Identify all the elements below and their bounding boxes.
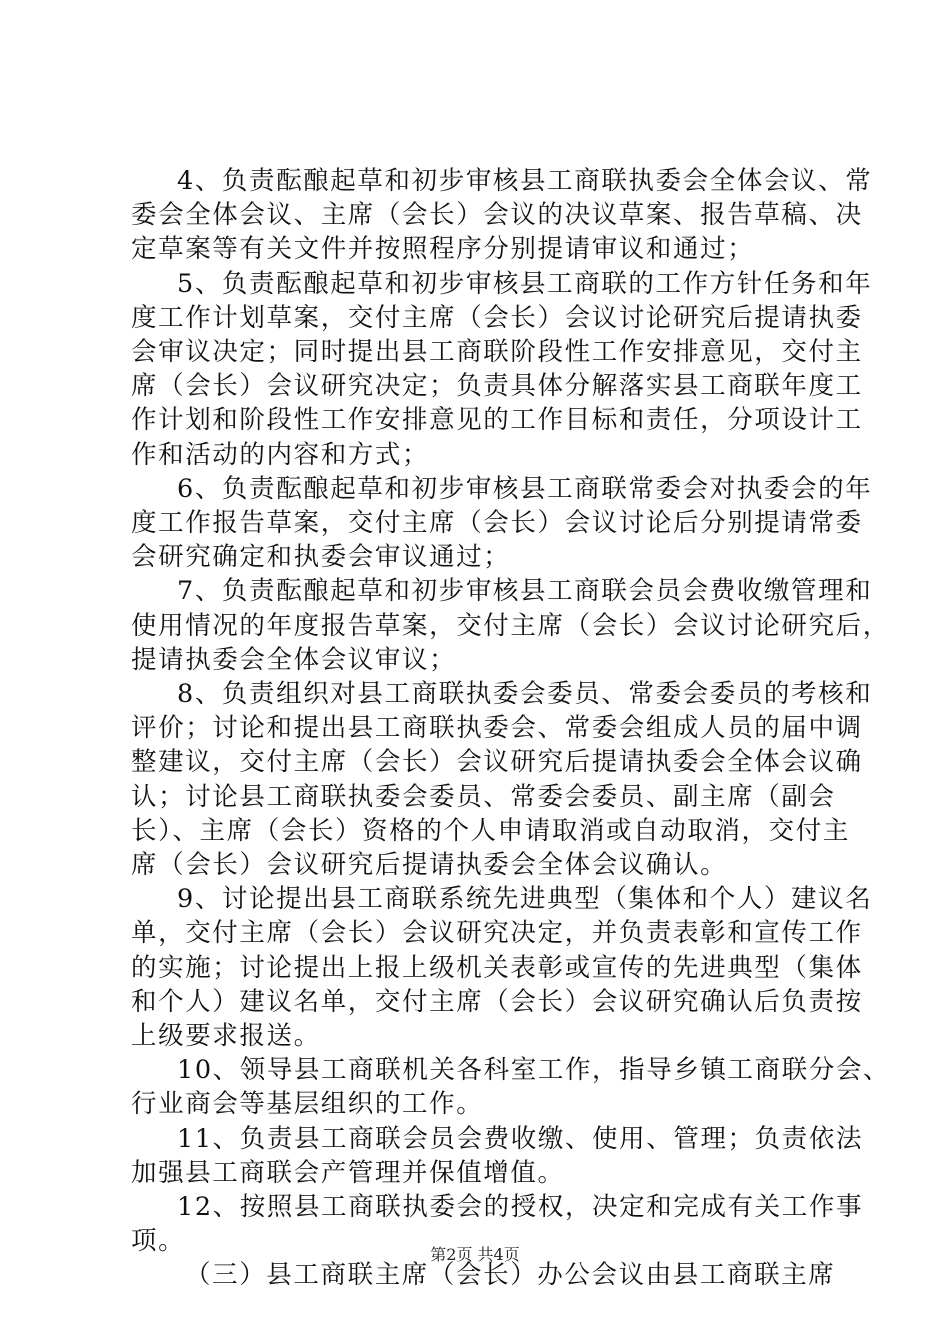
text-line: 认；讨论县工商联执委会委员、常委会委员、副主席（副会 (131, 782, 836, 812)
text-line: 8、负责组织对县工商联执委会委员、常委会委员的考核和 (177, 679, 873, 709)
text-line: 单，交付主席（会长）会议研究决定，并负责表彰和宣传工作 (131, 918, 863, 948)
page-number: 第2页 共4页 (430, 1245, 520, 1264)
text-line: 6、负责酝酿起草和初步审核县工商联常委会对执委会的年 (177, 474, 873, 504)
text-line: 项。 (131, 1226, 186, 1256)
text-line: 定草案等有关文件并按照程序分别提请审议和通过； (131, 234, 755, 264)
text-line: 整建议，交付主席（会长）会议研究后提请执委会全体会议确 (131, 747, 863, 777)
text-line: 11、负责县工商联会员会费收缴、使用、管理；负责依法 (177, 1124, 864, 1154)
text-line: 的实施；讨论提出上报上级机关表彰或宣传的先进典型（集体 (131, 953, 863, 983)
text-line: 4、负责酝酿起草和初步审核县工商联执委会全体会议、常 (177, 166, 873, 196)
text-line: 作和活动的内容和方式； (131, 440, 430, 470)
text-line: 5、负责酝酿起草和初步审核县工商联的工作方针任务和年 (177, 269, 873, 299)
text-line: 10、领导县工商联机关各科室工作，指导乡镇工商联分会、 (177, 1055, 891, 1085)
text-line: 9、讨论提出县工商联系统先进典型（集体和个人）建议名 (177, 884, 873, 914)
text-line: 席（会长）会议研究决定；负责具体分解落实县工商联年度工 (131, 371, 863, 401)
text-line: 作计划和阶段性工作安排意见的工作目标和责任，分项设计工 (131, 405, 863, 435)
text-line: 席（会长）会议研究后提请执委会全体会议确认。 (131, 850, 728, 880)
text-line: 12、按照县工商联执委会的授权，决定和完成有关工作事 (177, 1192, 864, 1222)
text-line: 度工作计划草案，交付主席（会长）会议讨论研究后提请执委 (131, 303, 863, 333)
text-line: 加强县工商联会产管理并保值增值。 (131, 1158, 565, 1188)
text-line: 提请执委会全体会议审议； (131, 645, 457, 675)
text-line: 评价；讨论和提出县工商联执委会、常委会组成人员的届中调 (131, 713, 863, 743)
text-line: 会研究确定和执委会审议通过； (131, 542, 511, 572)
text-line: （三）县工商联主席（会长）办公会议由县工商联主席 (185, 1260, 836, 1290)
text-line: 度工作报告草案，交付主席（会长）会议讨论后分别提请常委 (131, 508, 863, 538)
text-line: 和个人）建议名单，交付主席（会长）会议研究确认后负责按 (131, 987, 863, 1017)
text-line: 上级要求报送。 (131, 1021, 321, 1051)
text-line: 使用情况的年度报告草案，交付主席（会长）会议讨论研究后， (131, 611, 890, 641)
text-line: 长）、主席（会长）资格的个人申请取消或自动取消，交付主 (131, 816, 850, 846)
text-line: 行业商会等基层组织的工作。 (131, 1089, 484, 1119)
text-line: 会审议决定；同时提出县工商联阶段性工作安排意见，交付主 (131, 337, 863, 367)
text-line: 7、负责酝酿起草和初步审核县工商联会员会费收缴管理和 (177, 576, 873, 606)
text-line: 委会全体会议、主席（会长）会议的决议草案、报告草稿、决 (131, 200, 863, 230)
